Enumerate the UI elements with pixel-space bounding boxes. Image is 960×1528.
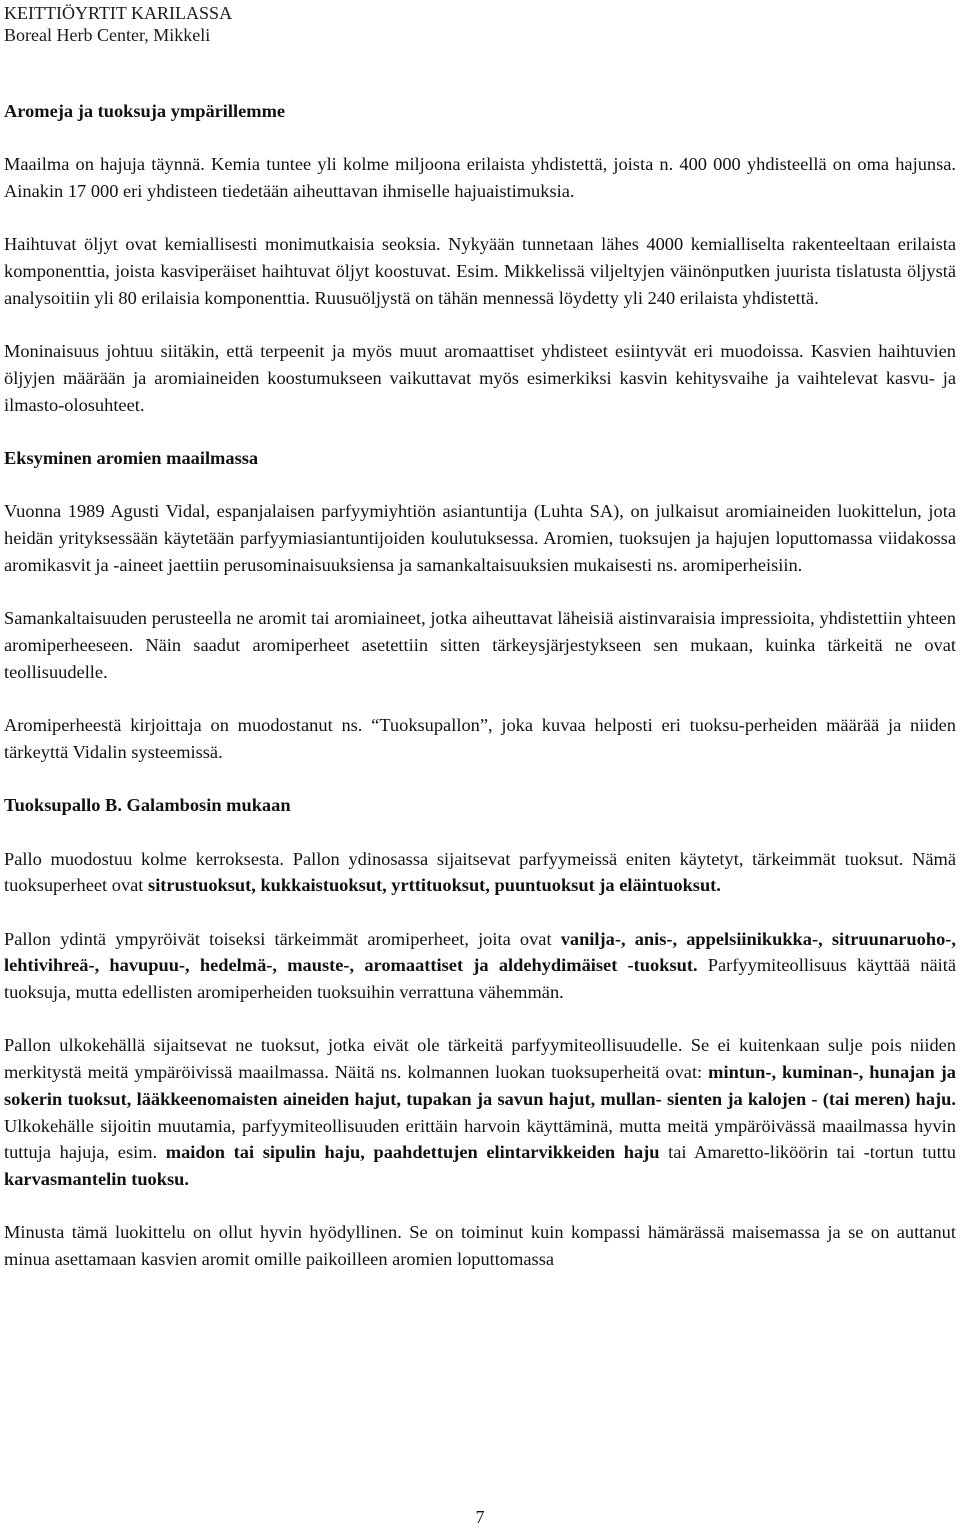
page-number: 7 bbox=[475, 1507, 485, 1527]
bold-text: mintun-, kuminan-, hunajan ja sokerin tuoksut, lääkkeenomaisten aineiden hajut, tupakan ja savun hajut, mullan- sienten ja kalojen - (tai meren) haju. bbox=[4, 1062, 956, 1109]
section-heading-eksyminen: Eksyminen aromien maailmassa bbox=[4, 448, 259, 469]
paragraph: Haihtuvat öljyt ovat kemiallisesti monimutkaisia seoksia. Nykyään tunnetaan lähes 4000 kemialliselta rakenteeltaan erilaista komponenttia, joista kasviperäiset haihtuvat öljyt koostuvat. Esim. Mikkelissä viljeltyjen väinönputken juurista tislatusta öljystä analysoitiin yli 80 erilaisia komponenttia. Ruusuöljystä on tähän mennessä löydetty yli 240 erilaista yhdistettä. bbox=[4, 234, 956, 308]
text-run: Pallon ulkokehällä sijaitsevat ne tuoksut, jotka eivät ole tärkeitä parfyymiteollisuudelle. Se ei kuitenkaan sulje pois niiden merkitystä meitä ympäröivissä maailmassa. Näitä ns. kolmannen luokan tuoksuperheitä ovat: bbox=[4, 1035, 956, 1083]
paragraph: Aromiperheestä kirjoittaja on muodostanut ns. “Tuoksupallon”, joka kuvaa helposti eri tuoksu-perheiden määrää ja niiden tärkeyttä Vidalin systeemissä. bbox=[4, 715, 956, 762]
paragraph bbox=[4, 1032, 956, 1192]
text-run: tai Amaretto-liköörin tai -tortun tuttu bbox=[659, 1142, 956, 1163]
paragraph: Vuonna 1989 Agusti Vidal, espanjalaisen parfyymiyhtiön asiantuntija (Luhta SA), on julkaisut aromiaineiden luokittelun, jota heidän yrityksessään käytetään parfyymiasiantuntijoiden koulutuksessa. Aromien, tuoksujen ja hajujen loputtomassa viidakossa aromikasvit ja -aineet jaettiin perusominaisuuksiensa ja samankaltaisuuksien mukaisesti ns. aromiperheisiin. bbox=[4, 501, 956, 575]
text-run: Pallon ydintä ympyröivät toiseksi tärkeimmät aromiperheet, joita ovat bbox=[4, 928, 561, 949]
paragraph bbox=[4, 926, 956, 1006]
text-run: Pallo muodostuu kolme kerroksesta. Pallon ydinosassa sijaitsevat parfyymeissä eniten käytetyt, tärkeimmät tuoksut. Nämä tuoksuperheet ovat bbox=[4, 848, 956, 896]
section-heading-aromeja: Aromeja ja tuoksuja ympärillemme bbox=[4, 101, 286, 121]
paragraph: Samankaltaisuuden perusteella ne aromit tai aromiaineet, jotka aiheuttavat läheisiä aistinvaraisia impressioita, yhdistettiin yhteen aromiperheeseen. Näin saadut aromiperheet asetettiin sitten tärkeysjärjestykseen sen mukaan, kuinka tärkeitä ne ovat teollisuudelle. bbox=[4, 608, 956, 682]
paragraph: Minusta tämä luokittelu on ollut hyvin hyödyllinen. Se on toiminut kuin kompassi hämärässä maisemassa ja se on auttanut minua asettamaan kasvien aromit omille paikoilleen aromien loputtomassa bbox=[4, 1222, 956, 1270]
bold-text: vanilja-, anis-, appelsiinikukka-, sitruunaruoho-, lehtivihreä-, havupuu-, hedelmä-, mauste-, aromaattiset ja aldehydimäiset -tuoksut. bbox=[4, 928, 956, 976]
header-subtitle: Boreal Herb Center, Mikkeli bbox=[4, 25, 211, 45]
paragraph bbox=[4, 846, 956, 899]
bold-text: maidon tai sipulin haju, paahdettujen elintarvikkeiden haju bbox=[165, 1142, 660, 1163]
paragraph: Maailma on hajuja täynnä. Kemia tuntee yli kolme miljoona erilaista yhdistettä, joista n. 400 000 yhdisteellä on oma hajunsa. Ainakin 17 000 eri yhdisteen tiedetään aiheuttavan ihmiselle hajuaistimuksia. bbox=[4, 154, 956, 202]
paragraph: Moninaisuus johtuu siitäkin, että terpeenit ja myös muut aromaattiset yhdisteet esiintyvät eri muodoissa. Kasvien haihtuvien öljyjen määrään ja aromiaineiden koostumukseen vaikuttavat myös esimerkiksi kasvin kehitysvaihe ja vaihtelevat kasvu- ja ilmasto-olosuhteet. bbox=[4, 341, 956, 415]
text-run: Ulkokehälle sijoitin muutamia, parfyymiteollisuuden erittäin harvoin käyttäminä, mutta meitä ympäröivässä maailmassa hyvin tuttuja hajuja, esim. bbox=[4, 1115, 956, 1163]
section-heading-tuoksupallo: Tuoksupallo B. Galambosin mukaan bbox=[4, 795, 291, 816]
document-header bbox=[4, 2, 232, 46]
bold-text: sitrustuoksut, kukkaistuoksut, yrttituoksut, puuntuoksut ja eläintuoksut. bbox=[148, 875, 721, 896]
text-run: Parfyymiteollisuus käyttää näitä tuoksuja, mutta edellisten aromiperheiden tuoksuihin verrattuna vähemmän. bbox=[4, 955, 957, 1003]
bold-text: karvasmantelin tuoksu. bbox=[4, 1168, 189, 1189]
document-body bbox=[4, 98, 956, 1273]
header-title: KEITTIÖYRTIT KARILASSA bbox=[4, 3, 233, 23]
